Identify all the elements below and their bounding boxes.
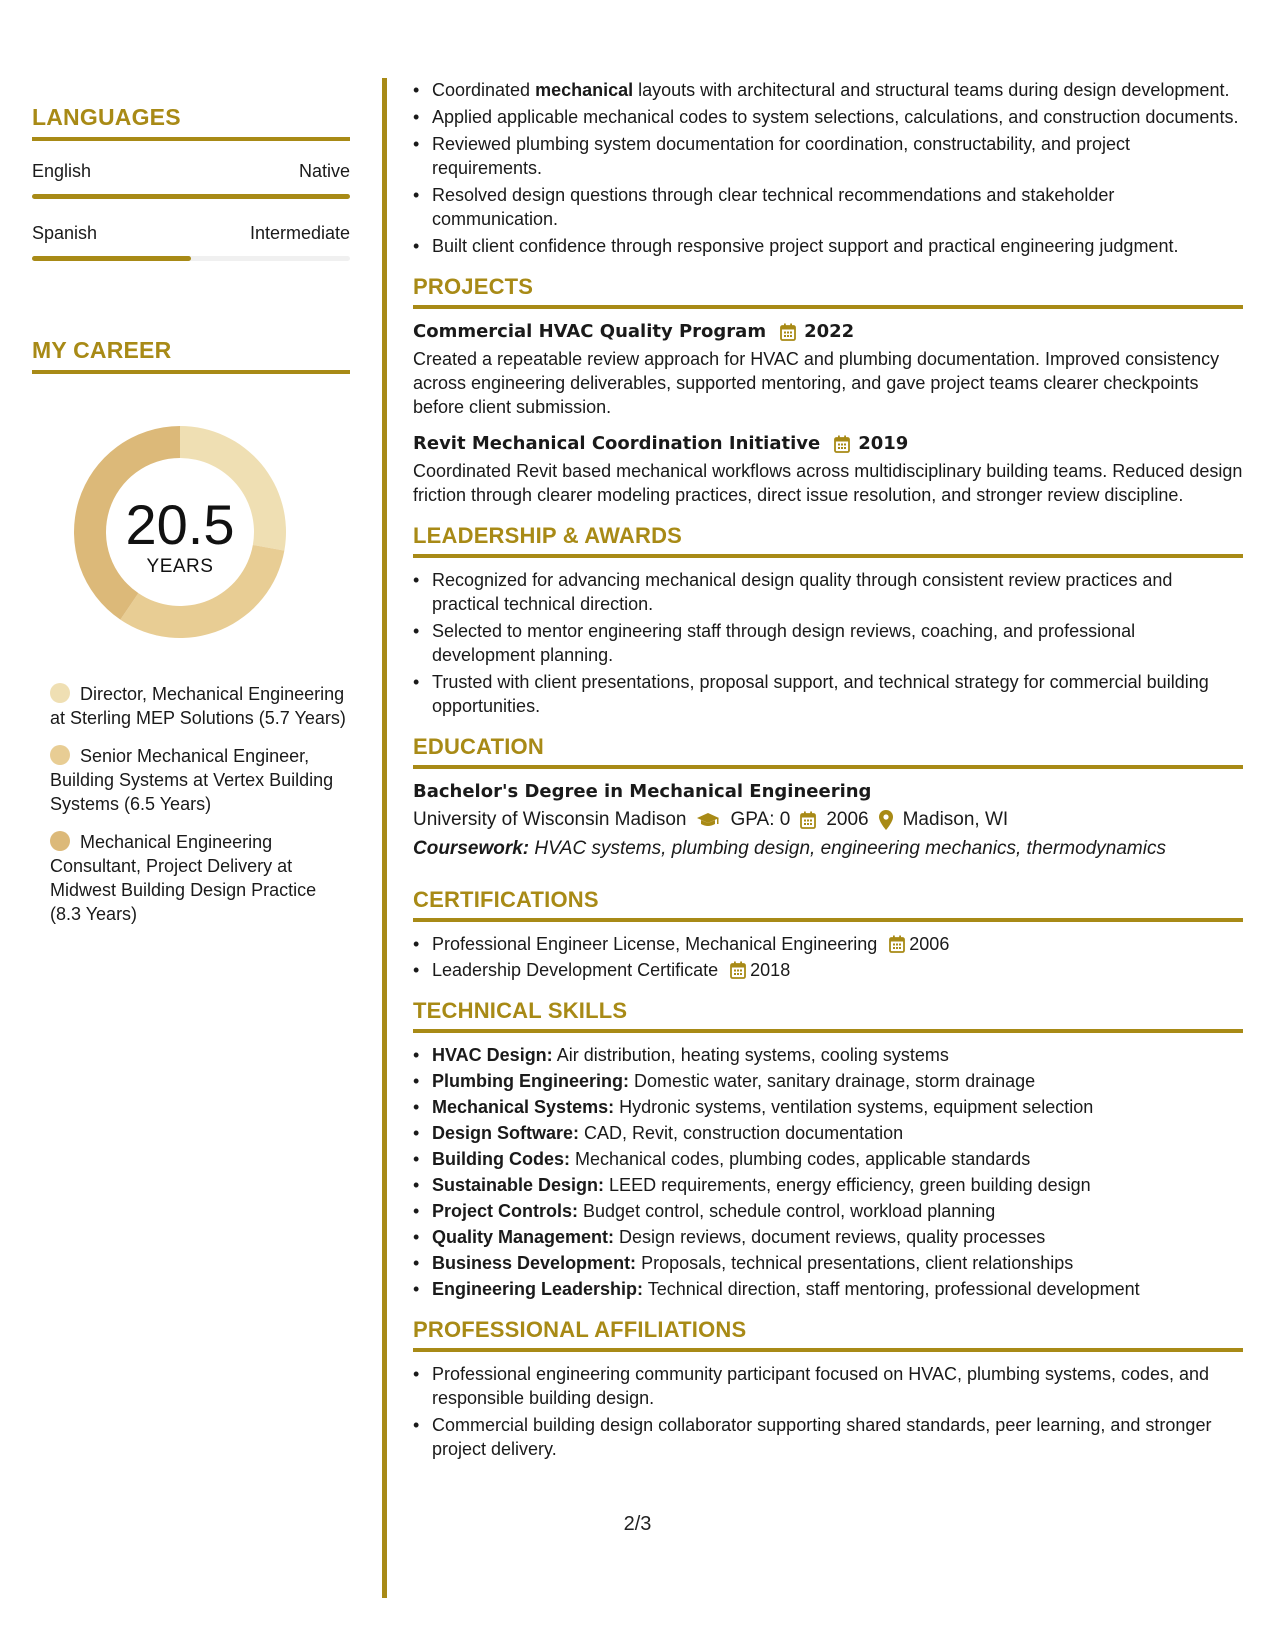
bullet-item: • Trusted with client presentations, proposal support, and technical strategy for commercial building opportunities. — [413, 670, 1243, 718]
bullet-item: • Built client confidence through responsive project support and practical engineering judgment. — [413, 234, 1243, 258]
career-legend — [32, 682, 350, 926]
language-proficiency-fill — [32, 256, 191, 261]
skill-label: Plumbing Engineering: — [432, 1071, 629, 1091]
career-legend-item — [50, 744, 350, 816]
skill-label: Design Software: — [432, 1123, 580, 1143]
bullet-text: Coordinated — [432, 80, 536, 100]
bullet-item: • Resolved design questions through clear technical recommendations and stakeholder communication. — [413, 183, 1243, 231]
career-role-text: Director, Mechanical Engineering at Sterling MEP Solutions (5.7 Years) — [50, 684, 346, 728]
skills-heading: TECHNICAL SKILLS — [413, 998, 1243, 1033]
skill-item — [413, 1147, 1243, 1171]
calendar-icon — [800, 811, 816, 829]
bullet-item: • Reviewed plumbing system documentation for coordination, constructability, and project requirements. — [413, 132, 1243, 180]
education-meta — [413, 805, 1243, 835]
education-heading: EDUCATION — [413, 734, 1243, 769]
skill-item — [413, 1121, 1243, 1145]
coursework-label: Coursework: — [413, 838, 530, 859]
certifications-heading: CERTIFICATIONS — [413, 887, 1243, 922]
skill-value: Technical direction, staff mentoring, professional development — [643, 1279, 1140, 1299]
education-location: Madison, WI — [902, 809, 1009, 830]
affiliations-list — [413, 1362, 1243, 1461]
language-level: Intermediate — [249, 223, 350, 243]
skill-value: Design reviews, document reviews, quality processes — [614, 1227, 1046, 1247]
bullet-item: • Recognized for advancing mechanical design quality through consistent review practices and practical technical direction. — [413, 568, 1243, 616]
skill-item — [413, 1069, 1243, 1093]
language-item — [32, 223, 350, 261]
bullet-item: • Applied applicable mechanical codes to system selections, calculations, and construction documents. — [413, 105, 1243, 129]
career-donut-chart — [66, 418, 294, 646]
calendar-icon — [780, 323, 796, 341]
languages-heading: LANGUAGES — [32, 104, 350, 141]
skill-value: LEED requirements, energy efficiency, green building design — [604, 1175, 1091, 1195]
career-role-text: Mechanical Engineering Consultant, Project Delivery at Midwest Building Design Practice (8.3 Years) — [50, 832, 317, 924]
language-proficiency-bar — [32, 194, 350, 199]
certification-name: • Leadership Development Certificate — [432, 960, 719, 980]
left-column — [32, 104, 350, 940]
certification-item — [413, 932, 1243, 956]
education-year: 2006 — [826, 809, 869, 830]
certification-year: 2018 — [750, 960, 791, 980]
career-legend-item — [50, 682, 350, 730]
certification-year: 2006 — [909, 934, 950, 954]
project-item — [413, 431, 1243, 507]
skill-item — [413, 1173, 1243, 1197]
skill-value: Hydronic systems, ventilation systems, equipment selection — [614, 1097, 1094, 1117]
project-name: Commercial HVAC Quality Program — [413, 321, 767, 342]
education-coursework — [413, 835, 1243, 863]
skill-label: Building Codes: — [432, 1149, 570, 1169]
graduation-cap-icon — [696, 812, 720, 828]
language-item — [32, 161, 350, 199]
project-name: Revit Mechanical Coordination Initiative — [413, 433, 821, 454]
skill-item — [413, 1043, 1243, 1067]
skill-item — [413, 1225, 1243, 1249]
calendar-icon — [834, 435, 850, 453]
skill-label: Sustainable Design: — [432, 1175, 605, 1195]
language-proficiency-fill — [32, 194, 350, 199]
map-pin-icon — [879, 810, 893, 830]
skill-label: Business Development: — [432, 1253, 637, 1273]
language-name: Spanish — [32, 223, 98, 243]
bullet-text: layouts with architectural and structural teams during design development. — [633, 80, 1230, 100]
skill-value: Mechanical codes, plumbing codes, applicable standards — [570, 1149, 1031, 1169]
project-description: Coordinated Revit based mechanical workflows across multidisciplinary building teams. Reduced design friction through clearer modeling practices, direct issue resolution, and stronger review discipline. — [413, 461, 1243, 505]
skill-label: Engineering Leadership: — [432, 1279, 644, 1299]
column-divider — [382, 78, 387, 1598]
experience-bullets — [413, 78, 1243, 258]
certifications-list — [413, 932, 1243, 982]
certification-item — [413, 958, 1243, 982]
leadership-heading: LEADERSHIP & AWARDS — [413, 523, 1243, 558]
skill-label: Mechanical Systems: — [432, 1097, 615, 1117]
skill-value: CAD, Revit, construction documentation — [579, 1123, 904, 1143]
bullet-bold-text: mechanical — [535, 80, 634, 100]
bullet-item: • Selected to mentor engineering staff through design reviews, coaching, and professional development planning. — [413, 619, 1243, 667]
bullet-item: • Commercial building design collaborator supporting shared standards, peer learning, and stronger project delivery. — [413, 1413, 1243, 1461]
skill-label: Quality Management: — [432, 1227, 615, 1247]
career-section — [32, 337, 350, 926]
bullet-item — [413, 78, 1243, 102]
language-proficiency-bar — [32, 256, 350, 261]
skill-value: Proposals, technical presentations, client relationships — [636, 1253, 1074, 1273]
skill-item — [413, 1277, 1243, 1301]
education-gpa: GPA: 0 — [730, 809, 791, 830]
project-year: 2019 — [858, 433, 909, 454]
skill-label: HVAC Design: — [432, 1045, 553, 1065]
career-legend-item — [50, 830, 350, 926]
calendar-icon — [889, 935, 905, 953]
project-item — [413, 319, 1243, 419]
legend-dot — [50, 683, 70, 703]
skills-list — [413, 1043, 1243, 1301]
career-role-text: Senior Mechanical Engineer, Building Systems at Vertex Building Systems (6.5 Years) — [50, 746, 334, 814]
skill-value: Budget control, schedule control, workload planning — [578, 1201, 996, 1221]
career-total-years: 20.5 — [125, 493, 235, 556]
skill-value: Domestic water, sanitary drainage, storm drainage — [629, 1071, 1036, 1091]
project-description: Created a repeatable review approach for HVAC and plumbing documentation. Improved consistency across engineering deliverables, supported mentoring, and gave project teams clearer checkpoints before client submission. — [413, 349, 1220, 417]
calendar-icon — [730, 961, 746, 979]
career-years-unit: YEARS — [146, 556, 214, 577]
skill-item — [413, 1199, 1243, 1223]
education-school: University of Wisconsin Madison — [413, 809, 687, 830]
language-level: Native — [298, 161, 350, 181]
right-column — [413, 78, 1243, 1464]
affiliations-heading: PROFESSIONAL AFFILIATIONS — [413, 1317, 1243, 1352]
skill-label: Project Controls: — [432, 1201, 579, 1221]
skill-item — [413, 1095, 1243, 1119]
projects-heading: PROJECTS — [413, 274, 1243, 309]
career-heading: MY CAREER — [32, 337, 350, 374]
leadership-list — [413, 568, 1243, 718]
page-number: 2/3 — [623, 1513, 652, 1535]
skill-value: Air distribution, heating systems, cooling systems — [552, 1045, 949, 1065]
legend-dot — [50, 831, 70, 851]
language-name: English — [32, 161, 92, 181]
project-year: 2022 — [804, 321, 855, 342]
certification-name: • Professional Engineer License, Mechanical Engineering — [432, 934, 878, 954]
legend-dot — [50, 745, 70, 765]
bullet-item: • Professional engineering community participant focused on HVAC, plumbing systems, codes, and responsible building design. — [413, 1362, 1243, 1410]
skill-item — [413, 1251, 1243, 1275]
education-degree: Bachelor's Degree in Mechanical Engineering — [413, 781, 872, 802]
coursework-text: HVAC systems, plumbing design, engineering mechanics, thermodynamics — [529, 838, 1166, 859]
